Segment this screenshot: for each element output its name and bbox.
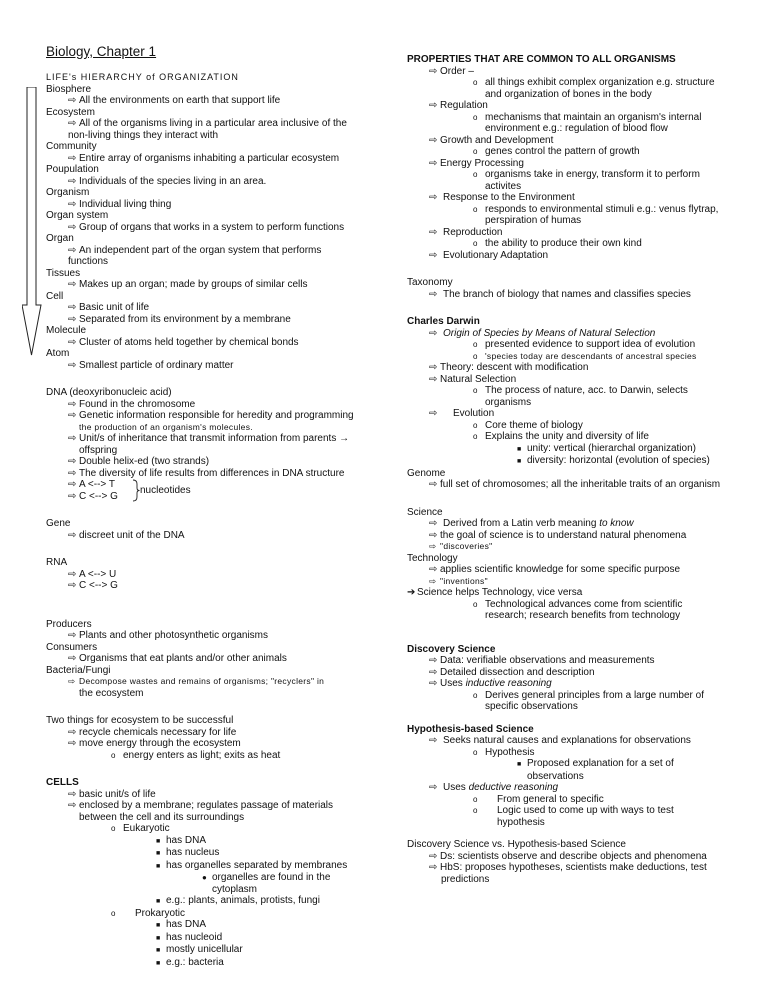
eukaryotic-sub-cont: cytoplasm <box>212 883 258 895</box>
property-item: ⇨ Order – <box>429 65 474 77</box>
hier-note: ⇨ Cluster of atoms held together by chemical bonds <box>68 336 299 348</box>
technology-note: ⇨ "inventions" <box>429 575 488 586</box>
arrow-bullet-icon: ⇨ <box>68 433 77 444</box>
circle-bullet-icon: o <box>473 599 478 609</box>
hier-term: Organism <box>46 187 90 198</box>
properties-heading: PROPERTIES THAT ARE COMMON TO ALL ORGANISMS <box>407 54 676 65</box>
arrow-bullet-icon: ⇨ <box>429 327 438 339</box>
science-note: ⇨ "discoveries" <box>429 541 493 551</box>
arrow-bullet-icon: ⇨ <box>68 529 77 541</box>
property-sub: o mechanisms that maintain an organism's internal <box>473 111 702 123</box>
eukaryotic-item: ■ has organelles separated by membranes <box>156 859 348 871</box>
brace-icon <box>132 479 140 502</box>
hier-note: ⇨ Basic unit of life <box>68 302 150 313</box>
arrow-bullet-icon: ⇨ <box>429 373 438 385</box>
arrow-bullet-icon: ⇨ <box>429 408 438 419</box>
square-bullet-icon: ■ <box>156 862 161 870</box>
hier-note: ⇨ Entire array of organisms inhabiting a particular ecosystem <box>68 152 340 164</box>
square-bullet-icon: ■ <box>156 898 161 905</box>
hier-note: ⇨ Individuals of the species living in an area. <box>68 175 267 187</box>
dna-section <box>46 387 366 502</box>
circle-bullet-icon: o <box>473 204 478 214</box>
dna-pair: ⇨ C <--> G <box>68 490 118 502</box>
square-bullet-icon: ■ <box>156 922 161 929</box>
dna-note: ⇨ Double helix-ed (two strands) <box>68 456 210 467</box>
property-sub-cont: activites <box>485 180 522 192</box>
arrow-bullet-icon: ⇨ <box>68 738 77 749</box>
hier-note: ⇨ All the environments on earth that support life <box>68 95 281 106</box>
circle-bullet-icon: o <box>111 824 116 833</box>
square-bullet-icon: ■ <box>156 959 161 967</box>
arrow-bullet-icon: ⇨ <box>68 410 77 421</box>
circle-bullet-icon: o <box>473 340 478 349</box>
arrow-bullet-icon: ⇨ <box>68 244 77 256</box>
arrow-bullet-icon: ⇨ <box>429 862 438 873</box>
rna-pair: ⇨ C <--> G <box>68 580 118 591</box>
science-note: ⇨ the goal of science is to understand natural phenomena <box>429 529 687 541</box>
taxonomy-note: ⇨ The branch of biology that names and classifies species <box>429 288 691 300</box>
technology-heading: Technology <box>407 552 458 564</box>
consumers-note: ⇨ Organisms that eat plants and/or other animals <box>68 653 287 664</box>
circle-bullet-icon: o <box>473 78 478 87</box>
discovery-heading: Discovery Science <box>407 643 496 655</box>
property-item: ⇨ Evolutionary Adaptation <box>429 249 549 261</box>
arrow-bullet-icon: ⇨ <box>68 221 77 233</box>
square-bullet-icon: ■ <box>517 445 522 453</box>
hypothesis-subsub: ■ Proposed explanation for a set of <box>517 758 674 769</box>
arrow-bullet-icon: ⇨ <box>429 479 438 490</box>
science-note: ⇨ Derived from a Latin verb meaning to know <box>429 518 634 529</box>
gene-note: ⇨ discreet unit of the DNA <box>68 529 185 541</box>
ecosystem-success-heading: Two things for ecosystem to be successful <box>46 715 234 726</box>
discovery-item: ⇨ Detailed dissection and description <box>429 666 595 678</box>
circle-bullet-icon: o <box>473 690 478 700</box>
hier-term: Cell <box>46 290 64 302</box>
arrow-bullet-icon: ⇨ <box>429 288 438 300</box>
hier-note: ⇨ Individual living thing <box>68 198 172 210</box>
prokaryotic-label: o Prokaryotic <box>111 907 186 919</box>
hier-note: ⇨ Smallest particle of ordinary matter <box>68 359 234 371</box>
eukaryotic-label: o Eukaryotic <box>111 823 170 834</box>
square-bullet-icon: ■ <box>156 934 161 942</box>
arrow-bullet-icon: ⇨ <box>68 313 77 325</box>
property-sub-cont: and organization of bones in the body <box>485 88 652 100</box>
property-sub: o organisms take in energy, transform it to perform <box>473 169 700 180</box>
hypothesis-heading: Hypothesis-based Science <box>407 723 534 735</box>
property-sub: o all things exhibit complex organization e.g. structure <box>473 77 715 88</box>
arrow-bullet-icon: ⇨ <box>429 226 438 238</box>
darwin-heading: Charles Darwin <box>407 316 480 327</box>
taxonomy-heading: Taxonomy <box>407 277 453 288</box>
hier-term: Tissues <box>46 267 81 279</box>
darwin-sub: o 'species today are descendants of ancestral species <box>473 350 697 361</box>
darwin-sub: o Explains the unity and diversity of life <box>473 431 649 442</box>
hier-term: Molecule <box>46 325 87 336</box>
arrow-bullet-icon: ⇨ <box>68 630 77 641</box>
eukaryotic-example: ■ e.g.: plants, animals, protists, fungi <box>156 895 320 906</box>
hierarchy-heading: LIFE's HIERARCHY of ORGANIZATION <box>46 72 239 82</box>
arrow-bullet-icon: ⇨ <box>429 666 438 678</box>
square-bullet-icon: ■ <box>517 458 522 465</box>
circle-bullet-icon: o <box>473 112 478 122</box>
property-item: ⇨ Growth and Development <box>429 134 554 146</box>
discovery-item: ⇨ Uses inductive reasoning <box>429 678 552 689</box>
circle-bullet-icon: o <box>473 351 478 361</box>
discovery-sub: o Derives general principles from a large number of <box>473 689 704 701</box>
circle-bullet-icon: o <box>473 806 478 815</box>
arrow-bullet-icon: ⇨ <box>68 800 77 811</box>
arrow-bullet-icon: ⇨ <box>429 850 438 862</box>
hier-note: ⇨ An independent part of the organ system that performs functions <box>68 244 322 267</box>
cells-note: ⇨ enclosed by a membrane; regulates passage of materials <box>68 800 334 811</box>
arrow-bullet-icon: ⇨ <box>429 678 438 689</box>
eukaryotic-item: ■ has DNA <box>156 834 207 846</box>
hypothesis-item: ⇨ Uses deductive reasoning <box>429 782 559 793</box>
dna-note: ⇨ The diversity of life results from differences in DNA structure <box>68 467 345 479</box>
darwin-item: ⇨ Theory: descent with modification <box>429 362 589 373</box>
arrow-bullet-icon: ⇨ <box>68 279 77 290</box>
hier-term: Ecosystem <box>46 106 95 118</box>
hypothesis-sub: o Hypothesis <box>473 746 535 758</box>
square-bullet-icon: ■ <box>156 947 161 954</box>
document-title: Biology, Chapter 1 <box>46 44 157 59</box>
circle-bullet-icon: o <box>473 420 478 430</box>
producers-note: ⇨ Plants and other photosynthetic organisms <box>68 630 268 641</box>
rna-pair: ⇨ A <--> U <box>68 568 117 580</box>
discovery-item: ⇨ Data: verifiable observations and measurements <box>429 655 655 666</box>
arrow-bullet-icon: ⇨ <box>429 575 437 586</box>
circle-bullet-icon: o <box>473 239 478 248</box>
square-bullet-icon: ■ <box>156 850 161 857</box>
darwin-subsub: ■ diversity: horizontal (evolution of species) <box>517 455 710 466</box>
hypothesis-subsub-cont: observations <box>527 770 584 782</box>
ecosystem-item: ⇨ move energy through the ecosystem <box>68 738 241 749</box>
cells-heading: CELLS <box>46 777 79 788</box>
hypothesis-sub: o From general to specific <box>473 793 604 805</box>
arrow-bullet-icon: ⇨ <box>429 100 438 111</box>
arrow-bullet-icon: ⇨ <box>429 529 438 541</box>
darwin-item: ⇨ Evolution <box>429 408 495 419</box>
circle-bullet-icon: o <box>473 147 478 156</box>
arrow-bullet-icon: ⇨ <box>429 782 438 793</box>
arrow-bullet-icon: ⇨ <box>68 302 77 313</box>
arrow-bullet-icon: ⇨ <box>68 175 77 187</box>
arrow-bullet-icon: ⇨ <box>68 198 77 210</box>
prokaryotic-item: ■ has DNA <box>156 919 207 930</box>
science-heading: Science <box>407 506 443 518</box>
genome-note: ⇨ full set of chromosomes; all the inheritable traits of an organism <box>429 479 721 490</box>
eukaryotic-sub: ● organelles are found in the <box>202 872 331 883</box>
arrow-bullet-icon: ⇨ <box>68 398 77 410</box>
versus-item: ⇨ Ds: scientists observe and describe objects and phenomena <box>429 850 707 862</box>
science-tech-sub-cont: research; research benefits from technology <box>485 610 681 621</box>
property-sub-cont: environment e.g.: regulation of blood flow <box>485 123 668 134</box>
arrow-bullet-icon: ⇨ <box>68 490 77 502</box>
arrow-bullet-icon: ⇨ <box>68 152 77 164</box>
circle-bullet-icon: o <box>473 386 478 395</box>
prokaryotic-item: ■ mostly unicellular <box>156 944 243 955</box>
arrow-bullet-icon: ⇨ <box>429 735 438 746</box>
darwin-sub-cont: organisms <box>485 396 532 408</box>
hier-note: ⇨ All of the organisms living in a particular area inclusive of the non-living things they interact with <box>68 118 347 141</box>
circle-bullet-icon: o <box>473 794 478 804</box>
hypothesis-sub: o Logic used to come up with ways to test <box>473 805 674 816</box>
dna-note-cont: offspring <box>79 444 118 456</box>
property-item: ⇨ Regulation <box>429 100 488 111</box>
circle-bullet-icon: o <box>473 747 478 757</box>
arrow-bullet-icon: ⇨ <box>68 456 77 467</box>
property-sub: o the ability to produce their own kind <box>473 238 642 249</box>
arrow-bullet-icon: ⇨ <box>68 580 77 591</box>
hierarchy-list <box>46 84 366 372</box>
rna-heading: RNA <box>46 557 68 568</box>
arrow-bullet-icon: ⇨ <box>429 249 438 261</box>
dot-bullet-icon: ● <box>202 873 207 882</box>
arrow-bullet-icon: ⇨ <box>68 788 77 800</box>
dna-note: ⇨ Genetic information responsible for heredity and programming <box>68 410 354 421</box>
arrow-bullet-icon: ⇨ <box>68 359 77 371</box>
property-item: ⇨ Energy Processing <box>429 157 524 169</box>
producers-heading: Producers <box>46 618 92 630</box>
hier-term: Organ <box>46 233 74 244</box>
arrow-bullet-icon: ⇨ <box>429 518 438 529</box>
darwin-sub: o presented evidence to support idea of evolution <box>473 339 696 350</box>
property-sub-cont: perspiration of humas <box>485 215 582 226</box>
darwin-item: ⇨ Origin of Species by Means of Natural Selection <box>429 327 656 339</box>
prokaryotic-item: ■ has nucleoid <box>156 931 223 943</box>
darwin-sub: o Core theme of biology <box>473 419 583 431</box>
ecosystem-sub: o energy enters as light; exits as heat <box>111 749 281 761</box>
science-tech-sub: o Technological advances come from scientific <box>473 598 683 610</box>
arrow-bullet-icon: ⇨ <box>429 541 437 551</box>
hier-term: Poupulation <box>46 164 99 175</box>
dna-note: ⇨ Unit/s of inheritance that transmit information from parents → <box>68 433 350 444</box>
hier-term: Community <box>46 141 97 152</box>
circle-bullet-icon: o <box>111 908 116 918</box>
square-bullet-icon: ■ <box>517 761 522 768</box>
dna-note: ⇨ Found in the chromosome <box>68 398 196 410</box>
hier-note: ⇨ Separated from its environment by a membrane <box>68 313 291 325</box>
right-column <box>407 54 727 885</box>
arrow-bullet-icon: ⇨ <box>429 157 438 169</box>
ecosystem-item: ⇨ recycle chemicals necessary for life <box>68 726 237 738</box>
hier-term: Atom <box>46 348 70 359</box>
arrow-bullet-icon: ⇨ <box>68 467 77 479</box>
hier-term: Biosphere <box>46 83 92 95</box>
prokaryotic-item: ■ e.g.: bacteria <box>156 956 224 968</box>
dna-pairs <box>46 479 366 502</box>
cells-note: ⇨ basic unit/s of life <box>68 788 156 800</box>
bacteria-heading: Bacteria/Fungi <box>46 664 111 676</box>
versus-item-cont: predictions <box>441 873 490 885</box>
hypothesis-item: ⇨ Seeks natural causes and explanations for observations <box>429 735 691 746</box>
arrow-bullet-icon: ⇨ <box>68 336 77 348</box>
genome-heading: Genome <box>407 467 446 479</box>
discovery-sub-cont: specific observations <box>485 701 578 712</box>
circle-bullet-icon: o <box>473 170 478 179</box>
arrow-bullet-icon: ⇨ <box>68 95 77 106</box>
arrow-bullet-icon: ⇨ <box>68 568 77 580</box>
property-item: ⇨ Response to the Environment <box>429 192 575 203</box>
square-bullet-icon: ■ <box>156 837 161 845</box>
hier-term: Organ system <box>46 210 109 221</box>
darwin-item: ⇨ Natural Selection <box>429 373 517 385</box>
arrow-bullet-icon: ⇨ <box>68 676 76 686</box>
consumers-heading: Consumers <box>46 641 98 653</box>
darwin-subsub: ■ unity: vertical (hierarchal organization) <box>517 442 696 454</box>
darwin-sub: o The process of nature, acc. to Darwin, selects <box>473 385 688 396</box>
dna-pair: ⇨ A <--> T <box>68 479 115 490</box>
dna-heading: DNA (deoxyribonucleic acid) <box>46 387 172 398</box>
versus-item: ⇨ HbS: proposes hypotheses, scientists make deductions, test <box>429 862 707 873</box>
arrow-bullet-icon: ⇨ <box>429 65 438 77</box>
arrow-bullet-icon: ⇨ <box>429 564 438 575</box>
arrow-bullet-icon: ⇨ <box>429 192 438 203</box>
versus-heading: Discovery Science vs. Hypothesis-based Science <box>407 839 626 850</box>
right-arrow-icon: ➔ <box>407 587 416 598</box>
circle-bullet-icon: o <box>111 750 116 760</box>
technology-note: ⇨ applies scientific knowledge for some specific purpose <box>429 564 681 575</box>
arrow-bullet-icon: ⇨ <box>429 362 438 373</box>
hier-note: ⇨ Makes up an organ; made by groups of similar cells <box>68 279 308 290</box>
arrow-bullet-icon: ⇨ <box>429 655 438 666</box>
arrow-bullet-icon: ⇨ <box>68 479 77 490</box>
arrow-bullet-icon: ⇨ <box>429 134 438 146</box>
eukaryotic-item: ■ has nucleus <box>156 847 220 858</box>
bacteria-note: ⇨ Decompose wastes and remains of organisms; "recyclers" in <box>68 676 325 686</box>
hypothesis-sub-cont: hypothesis <box>497 816 545 828</box>
arrow-bullet-icon: ⇨ <box>68 118 77 129</box>
property-sub: o genes control the pattern of growth <box>473 146 640 157</box>
left-column <box>46 44 366 969</box>
bacteria-note-cont: the ecosystem <box>79 687 144 699</box>
science-tech-note: ➔ Science helps Technology, vice versa <box>407 587 583 598</box>
property-sub: o responds to environmental stimuli e.g.: venus flytrap, <box>473 203 719 215</box>
circle-bullet-icon: o <box>473 432 478 441</box>
property-item: ⇨ Reproduction <box>429 226 503 238</box>
dna-note-cont: the production of an organism's molecules. <box>79 421 253 432</box>
hier-note: ⇨ Group of organs that works in a system to perform functions <box>68 221 345 233</box>
cells-note-cont: between the cell and its surroundings <box>79 811 245 823</box>
gene-heading: Gene <box>46 518 71 529</box>
arrow-bullet-icon: ⇨ <box>68 726 77 738</box>
hierarchy-down-arrow <box>22 87 42 357</box>
nucleotides-label: nucleotides <box>140 485 191 496</box>
arrow-bullet-icon: ⇨ <box>68 653 77 664</box>
